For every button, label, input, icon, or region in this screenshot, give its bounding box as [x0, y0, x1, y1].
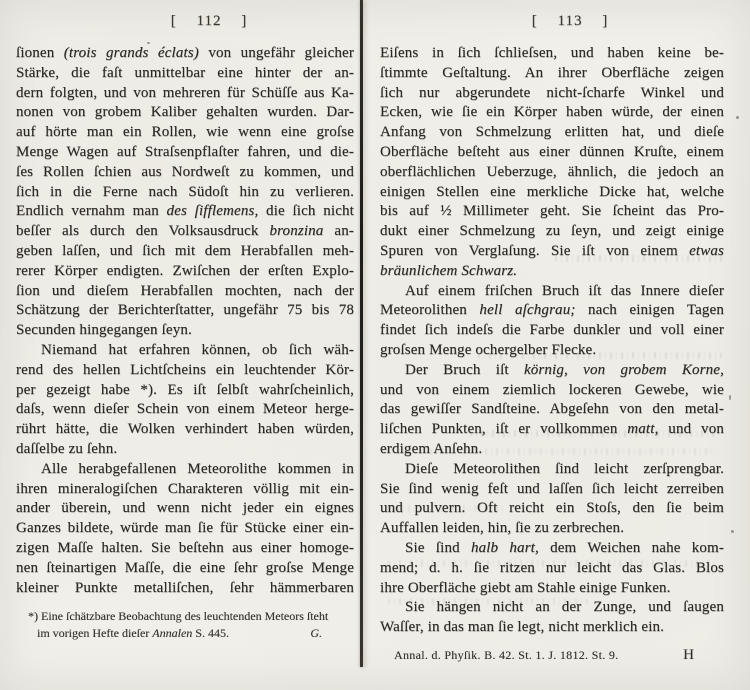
- text-line: einigen Stellen eine merkliche Dicke hat, welche: [380, 183, 724, 200]
- text-line: Sie ſind wenig feſt und laſſen ſich leicht zerreiben: [380, 480, 724, 497]
- ink-speck: [736, 116, 739, 119]
- text-line: rührt hätte, die Wolken verhindert haben würden,: [16, 421, 354, 438]
- text-line: Secunden hingegangen ſeyn.: [16, 322, 192, 339]
- text-line: ſion und dieſem Herabfallen mochten, nach der: [16, 282, 354, 299]
- page-footer: [380, 647, 724, 664]
- paragraph: [380, 539, 724, 598]
- text-line: Sie ſind halb hart, dem Weichen nahe kom-: [405, 539, 724, 556]
- text-line: das gewiſſer Sandſteine. Abgeſehn von den metal-: [380, 401, 724, 418]
- text-line: kleiner Punkte metalliſchen, ſehr hämmerbaren: [16, 579, 354, 596]
- text-line: Eiſens in ſich ſchlieſsen, und haben keine be-: [380, 45, 724, 61]
- ink-speck: [147, 42, 150, 44]
- left-page-number: [ 112 ]: [170, 13, 248, 29]
- text-line: Alle herabgefallenen Meteorolithe kommen in: [41, 460, 354, 477]
- text-line: ſes Rollen ſchien aus Nordweſt zu kommen, und: [16, 163, 354, 180]
- text-line: mend; d. h. ſie ritzen nur leicht das Glas. Blos: [380, 559, 724, 576]
- right-page-number: [ 113 ]: [531, 13, 609, 29]
- text-line: Endlich vernahm man des ſifflemens, die ſich nicht: [16, 203, 354, 220]
- text-line: Auffallen leiden, hin, ſie zu zerbrechen.: [380, 520, 625, 537]
- text-line: Oberfläche beſteht aus einer dünnen Kruſte, einem: [380, 143, 724, 160]
- text-line: Der Bruch iſt körnig, von grobem Korne,: [405, 361, 724, 378]
- right-page-body: [380, 44, 724, 638]
- text-line: und von einem ziemlich lockeren Gewebe, wie: [380, 381, 724, 398]
- text-line: auf hörte man ein Rollen, wie wenn eine groſse: [16, 124, 354, 141]
- text-line: rend des hellen Lichtſcheins ein leuchtender Kör-: [16, 361, 354, 378]
- text-line: bräunlichem Schwarz.: [380, 262, 518, 279]
- text-line: erdigem Anſehn.: [380, 440, 483, 457]
- page-gutter-line: [360, 0, 363, 667]
- text-line: oberflächlichen Ueberzuge, ähnlich, die jedoch an: [380, 163, 724, 180]
- right-page: [380, 13, 724, 664]
- text-line: zigen Maſſe halten. Sie beſtehn aus einer homoge-: [16, 539, 354, 556]
- text-line: ſtimmte Geſtaltung. An ihrer Oberfläche zeigen: [380, 64, 724, 81]
- paragraph: [380, 460, 724, 539]
- text-line: bis auf ½ Millimeter geht. Sie ſcheint das Pro-: [380, 203, 724, 220]
- text-line: ander überein, und wenn nicht jeder ein eignes: [16, 500, 354, 517]
- text-line: per gezeigt habe *). Es iſt ſelbſt wahrſcheinlich,: [16, 381, 354, 398]
- ink-speck: [729, 395, 731, 400]
- text-line: nen ſteinartigen Maſſe, die eine ſehr groſse Menge: [16, 559, 354, 576]
- footnote-text: im vorigen Hefte dieſer Annalen S. 445.: [37, 625, 229, 640]
- footnote-signature: G.: [310, 625, 322, 640]
- text-line: Ganzes bildete, würde man ſie für Stücke einer ein-: [16, 520, 354, 537]
- ink-speck: [731, 530, 734, 533]
- text-line: Spuren von Verglaſung. Sie iſt von einem etwas: [380, 242, 724, 259]
- text-line: ſich nur abgerundete nicht-ſcharfe Winkel und: [380, 84, 724, 101]
- text-line: ihren mineralogiſchen Charakteren völlig mit ein-: [16, 480, 354, 497]
- text-line: Waſſer, in das man ſie legt, nicht merklich ein.: [380, 619, 665, 636]
- text-line: ſich in die Ferne nach Südoſt hin zu verlieren.: [16, 183, 354, 200]
- text-line: Niemand hat erfahren können, ob ſich wäh-: [41, 341, 354, 358]
- footnote: [16, 608, 354, 641]
- text-line: rerer Körper endigten. Zwiſchen der erſten Explo-: [16, 262, 354, 279]
- text-line: Dieſe Meteorolithen ſind leicht zerſprengbar.: [405, 460, 724, 477]
- text-line: Meteorolithen hell aſchgrau; nach einigen Tagen: [380, 302, 724, 319]
- paragraph: [16, 44, 354, 341]
- paragraph: [380, 361, 724, 460]
- paragraph: [380, 598, 724, 638]
- text-line: nonen von grobem Kaliber gehalten wurden. Dar-: [16, 104, 354, 121]
- journal-imprint: Annal. d. Phyſik. B. 42. St. 1. J. 1812. St. 9.: [394, 647, 619, 662]
- text-line: Anfang von Schmelzung erlitten hat, und dieſe: [380, 124, 724, 141]
- footnote-line: [28, 625, 354, 642]
- left-page: [16, 13, 354, 641]
- text-line: liſchen Punkten, iſt er vollkommen matt, und von: [380, 421, 725, 438]
- text-line: daſs, wenn dieſer Schein von einem Meteor herge-: [16, 401, 354, 418]
- text-line: Sie hängen nicht an der Zunge, und ſaugen: [405, 599, 724, 616]
- paragraph: [16, 341, 354, 460]
- text-line: Auf einem friſchen Bruch iſt das Innere dieſer: [405, 282, 724, 299]
- text-line: Stärke, die faſt unmittelbar eine hinter der an-: [16, 64, 354, 81]
- paragraph: [16, 460, 354, 599]
- left-page-body: [16, 44, 354, 598]
- text-line: und pulvern. Oft reicht ein Stoſs, den ſie beim: [380, 500, 724, 517]
- text-line: ihre Oberfläche giebt am Stahle einige Funken.: [380, 579, 671, 596]
- text-line: geben laſſen, und ſich mit dem Herabfallen meh-: [16, 242, 354, 259]
- signature-mark: H: [683, 646, 694, 663]
- text-line: Ecken, wie ſie ein Körper haben würde, der einen: [380, 104, 724, 121]
- paragraph: [380, 44, 724, 282]
- text-line: Menge Wagen auf Straſsenpflaſter fahren, und die-: [16, 143, 354, 160]
- text-line: Schätzung der Berichterſtatter, ungefähr 75 bis 78: [16, 302, 354, 319]
- text-line: daſſelbe zu ſehn.: [16, 440, 118, 457]
- text-line: groſsen Menge ochergelber Flecke.: [380, 341, 597, 358]
- text-line: ſionen (trois grands éclats) von ungefähr gleicher: [16, 45, 354, 61]
- text-line: dukt einer Schmelzung zu ſeyn, und zeigt einige: [380, 223, 724, 240]
- paragraph: [380, 282, 724, 361]
- text-line: findet ſich indeſs die Farbe dunkler und voll einer: [380, 322, 724, 339]
- footnote-line: *) Eine ſchätzbare Beobachtung des leuchtenden Meteors ſteht: [28, 609, 329, 624]
- text-line: dern folgten, und von mehreren für Schüſſe aus Ka-: [16, 84, 354, 101]
- text-line: beſſer als durch den Volksausdruck bronzina an-: [16, 223, 354, 240]
